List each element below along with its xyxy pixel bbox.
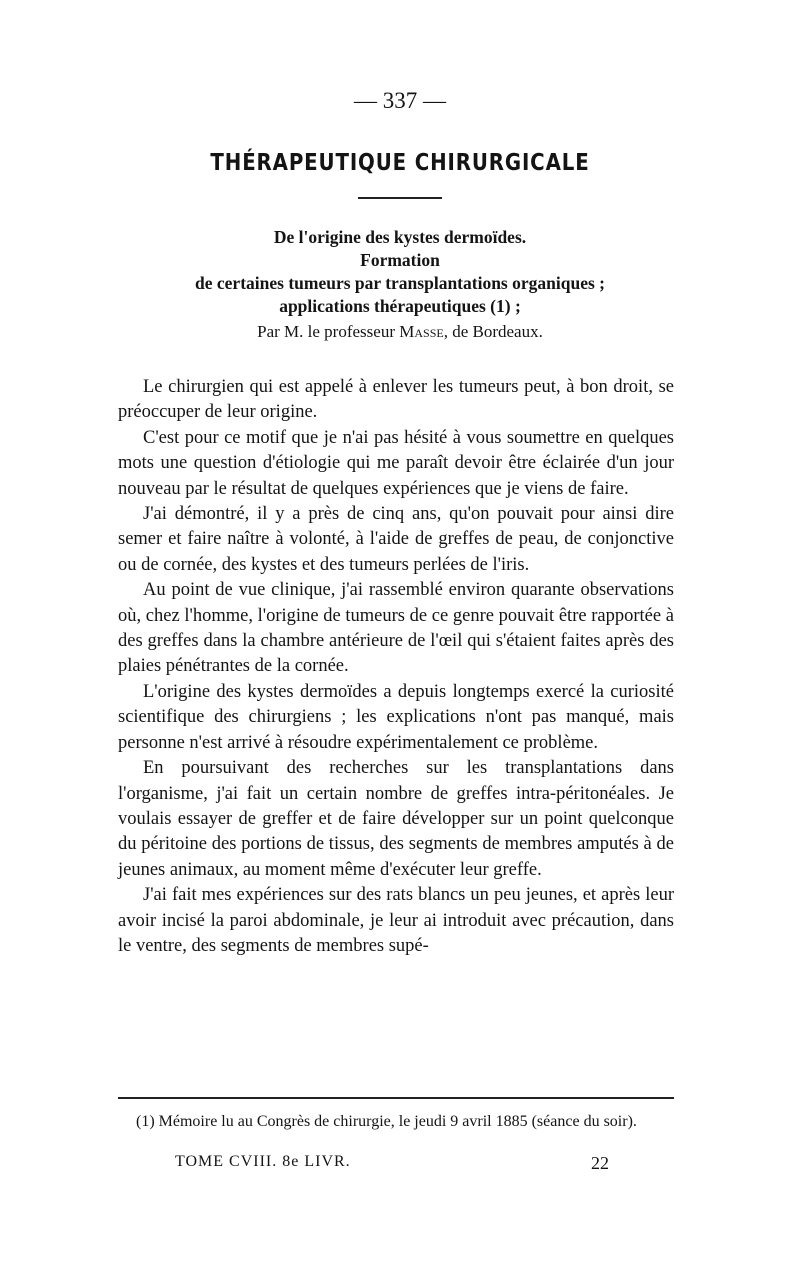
paragraph: Le chirurgien qui est appelé à enlever les tumeurs peut, à bon droit, se préoccuper de leur origine.: [118, 377, 674, 423]
article-title-line: de certaines tumeurs par transplantations organiques ;: [195, 273, 605, 293]
paragraph: J'ai démontré, il y a près de cinq ans, qu'on pouvait pour ainsi dire semer et faire naître à volonté, à l'aide de greffes de peau, de conjonctive ou de cornée, des kystes et des tumeurs perlées de l'iris.: [118, 504, 674, 575]
author-name: Masse: [399, 322, 444, 341]
paragraph: J'ai fait mes expériences sur des rats blancs un peu jeunes, et après leur avoir incisé la paroi abdominale, je leur ai introduit avec précaution, dans le ventre, des segments de membres supé-: [118, 885, 674, 956]
section-title: THÉRAPEUTIQUE CHIRURGICALE: [210, 150, 590, 176]
body-text: [118, 375, 674, 959]
paragraph: Au point de vue clinique, j'ai rassemblé environ quarante observations où, chez l'homme, l'origine de tumeurs de ce genre pouvait être rapportée à des greffes dans la chambre antérieure de l'œil qui s'étaient faites après des plaies pénétrantes de la cornée.: [118, 580, 674, 677]
article-title-line: Formation: [360, 250, 440, 270]
title-divider: [358, 197, 442, 199]
article-title-line: De l'origine des kystes dermoïdes.: [273, 227, 527, 247]
author-byline: [0, 322, 800, 342]
page-number: — 337 —: [354, 88, 446, 113]
article-title: [110, 226, 690, 318]
sheet-number: 22: [591, 1153, 609, 1173]
footnote: (1) Mémoire lu au Congrès de chirurgie, le jeudi 9 avril 1885 (séance du soir).: [136, 1113, 637, 1130]
byline-prefix: Par M. le professeur: [257, 322, 400, 341]
volume-mark: TOME CVIII. 8e LIVR.: [175, 1153, 351, 1170]
paragraph: L'origine des kystes dermoïdes a depuis longtemps exercé la curiosité scientifique des chirurgiens ; les explications n'ont pas manqué, mais personne n'est arrivé à résoudre expérimentalement ce problème.: [118, 681, 674, 753]
paragraph: En poursuivant des recherches sur les transplantations dans l'organisme, j'ai fait un certain nombre de greffes intra-péritonéales. Je voulais essayer de greffer et de faire développer sur un point quelconque du péritoine des portions de tissus, des segments de membres amputés à de jeunes animaux, au moment même d'exécuter leur greffe.: [118, 758, 674, 880]
article-title-line: applications thérapeutiques (1) ;: [279, 296, 521, 316]
footnote-divider: [118, 1097, 674, 1099]
paragraph: C'est pour ce motif que je n'ai pas hésité à vous soumettre en quelques mots une question d'étiologie qui me paraît devoir être éclairée d'un jour nouveau par le résultat de quelques expériences que je viens de faire.: [118, 427, 674, 499]
byline-suffix: , de Bordeaux.: [443, 322, 543, 341]
